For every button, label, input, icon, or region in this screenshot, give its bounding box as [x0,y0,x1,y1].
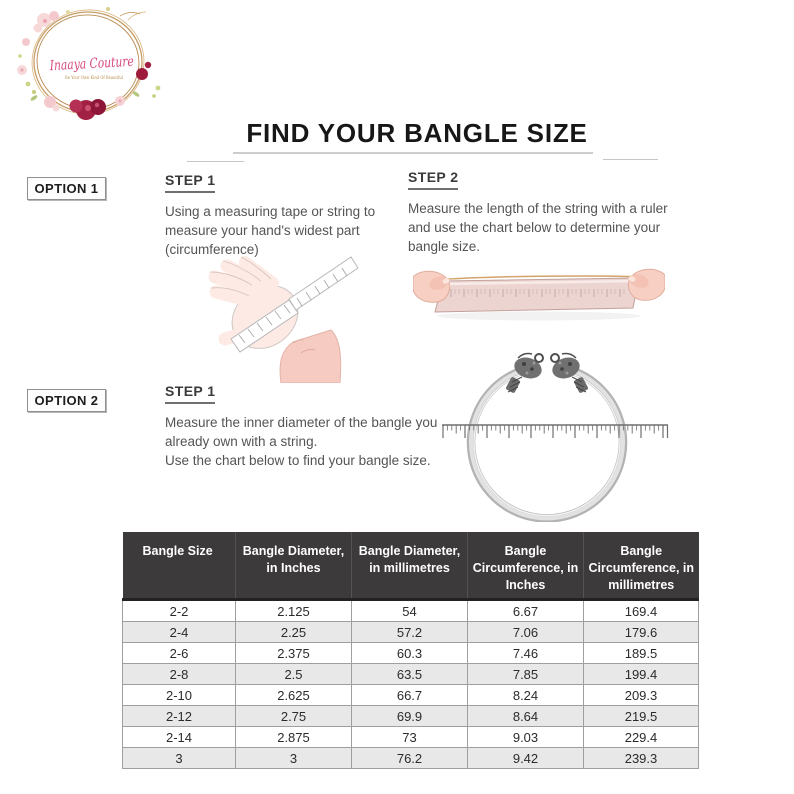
option2-step1-text-line1: Measure the inner diameter of the bangle you already own with a string. [165,415,438,450]
table-row [123,706,699,727]
option2-step1-section [165,383,447,470]
hand-measuring-tape-illustration [193,243,383,383]
brand-logo [8,4,168,124]
option1-step2-heading: STEP 2 [408,169,458,190]
table-cell: 7.46 [468,643,584,664]
table-cell: 179.6 [584,622,699,643]
column-header-diameter-mm: Bangle Diameter, in millimetres [352,532,468,600]
column-header-diameter-inches: Bangle Diameter, in Inches [236,532,352,600]
table-cell: 2-12 [123,706,236,727]
table-cell: 57.2 [352,622,468,643]
left-hand-icon [413,271,451,302]
table-cell: 63.5 [352,664,468,685]
table-cell: 2.375 [236,643,352,664]
table-cell: 2-10 [123,685,236,706]
table-cell: 54 [352,600,468,622]
option1-step2-text: Measure the length of the string with a ruler and use the chart below to determine your bangle size. [408,201,668,255]
table-row [123,685,699,706]
table-cell: 7.85 [468,664,584,685]
option1-step2-section [408,169,672,256]
table-cell: 73 [352,727,468,748]
table-cell: 209.3 [584,685,699,706]
table-cell: 229.4 [584,727,699,748]
table-cell: 7.06 [468,622,584,643]
table-cell: 2-8 [123,664,236,685]
table-cell: 2-4 [123,622,236,643]
table-cell: 2-2 [123,600,236,622]
table-cell: 9.03 [468,727,584,748]
table-cell: 76.2 [352,748,468,769]
table-row [123,600,699,622]
table-cell: 239.3 [584,748,699,769]
table-cell: 2.5 [236,664,352,685]
table-cell: 3 [123,748,236,769]
table-cell: 2.75 [236,706,352,727]
table-cell: 2.625 [236,685,352,706]
table-row [123,643,699,664]
table-cell: 2.125 [236,600,352,622]
table-cell: 9.42 [468,748,584,769]
option2-step1-text-line2: Use the chart below to find your bangle size. [165,453,431,469]
table-cell: 60.3 [352,643,468,664]
column-header-circumference-mm: Bangle Circumference, in millimetres [584,532,699,600]
ruler-scale-icon [442,425,668,441]
option2-step1-heading: STEP 1 [165,383,215,404]
string-over-ruler-illustration [413,247,665,323]
column-header-circumference-inches: Bangle Circumference, in Inches [468,532,584,600]
decorative-line-right [603,159,658,160]
table-row [123,622,699,643]
table-cell: 2-6 [123,643,236,664]
size-chart-body [123,600,699,769]
option1-step1-text: Using a measuring tape or string to measure your hand's widest part (circumference) [165,204,376,258]
page-title: FIND YOUR BANGLE SIZE [246,118,588,148]
table-cell: 189.5 [584,643,699,664]
option-2-label: OPTION 2 [27,389,106,412]
size-chart-header [123,532,699,600]
decorative-line-left [187,161,244,162]
brand-tagline: Be Your Own Kind Of Beautiful [65,76,136,81]
table-cell: 219.5 [584,706,699,727]
bangle-size-chart [122,532,699,769]
table-cell: 8.24 [468,685,584,706]
bangle-with-ruler-illustration [412,330,684,522]
table-cell: 66.7 [352,685,468,706]
table-row [123,664,699,685]
table-row [123,727,699,748]
table-cell: 6.67 [468,600,584,622]
table-cell: 2.875 [236,727,352,748]
table-cell: 2.25 [236,622,352,643]
option1-step1-heading: STEP 1 [165,172,215,193]
table-cell: 2-14 [123,727,236,748]
table-cell: 199.4 [584,664,699,685]
table-cell: 169.4 [584,600,699,622]
option-1-label: OPTION 1 [27,177,106,200]
table-row [123,748,699,769]
table-cell: 69.9 [352,706,468,727]
column-header-bangle-size: Bangle Size [123,532,236,600]
title-divider [233,152,593,154]
right-hand-icon [627,269,665,300]
table-cell: 3 [236,748,352,769]
brand-name: Inaaya Couture [49,52,160,75]
table-cell: 8.64 [468,706,584,727]
